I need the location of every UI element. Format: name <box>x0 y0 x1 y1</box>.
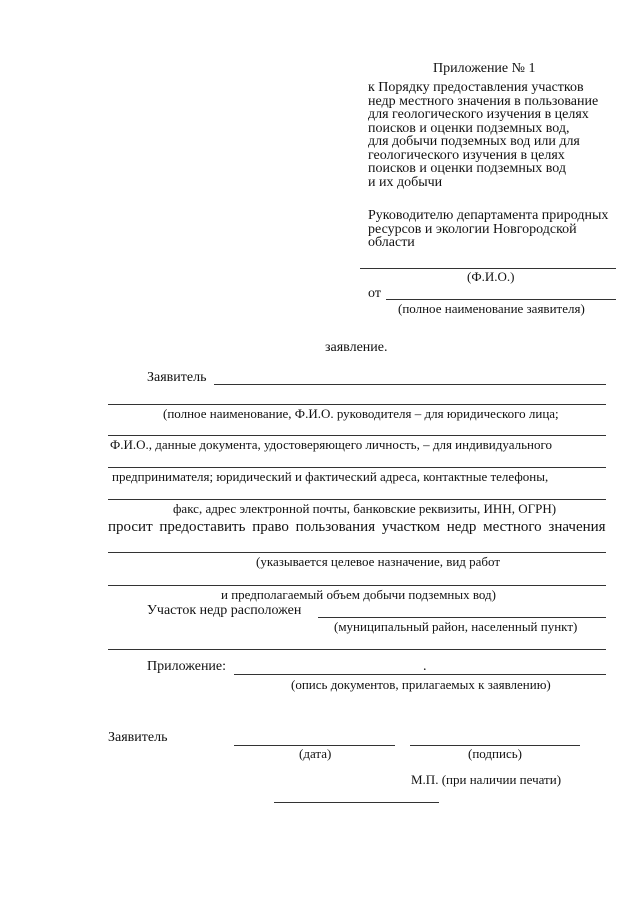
addressee-line: ресурсов и экологии Новгородской <box>368 221 577 237</box>
applicant-caption-3: предпринимателя; юридический и фактический адреса, контактные телефоны, <box>112 469 549 484</box>
bottom-line <box>274 802 439 803</box>
date-caption: (дата) <box>299 746 332 761</box>
order-line: и их добычи <box>368 174 443 190</box>
appendix-title: Приложение № 1 <box>433 61 536 76</box>
from-label: от <box>368 286 381 301</box>
order-line: к Порядку предоставления участков <box>368 80 584 95</box>
request-line-2[interactable] <box>108 585 606 586</box>
applicant-line-3[interactable] <box>108 435 606 436</box>
order-line: для добычи подземных вод или для <box>368 134 580 149</box>
request-caption-2: и предполагаемый объем добычи подземных вод) <box>221 587 496 602</box>
applicant-line-5[interactable] <box>108 499 606 500</box>
attachment-dot: . <box>423 659 427 674</box>
from-caption: (полное наименование заявителя) <box>398 301 585 316</box>
addressee-block <box>368 209 608 250</box>
applicant-line-2[interactable] <box>108 404 606 405</box>
order-line: для геологического изучения в целях <box>368 107 589 122</box>
location-line[interactable] <box>318 617 606 618</box>
request-text: просит предоставить право пользования участком недр местного значения <box>108 519 606 535</box>
order-line: поисков и оценки подземных вод <box>368 161 567 176</box>
stamp-note: М.П. (при наличии печати) <box>411 772 562 787</box>
addressee-line: Руководителю департамента природных <box>368 208 609 223</box>
applicant-caption-4: факс, адрес электронной почты, банковские реквизиты, ИНН, ОГРН) <box>173 501 557 516</box>
from-line[interactable] <box>386 299 616 300</box>
order-line: недр местного значения в пользование <box>368 93 599 109</box>
applicant-label: Заявитель <box>147 370 207 385</box>
applicant-line[interactable] <box>214 384 606 385</box>
fio-caption: (Ф.И.О.) <box>467 269 515 284</box>
order-line: поисков и оценки подземных вод, <box>368 120 570 136</box>
request-line-1[interactable] <box>108 552 606 553</box>
order-line: геологического изучения в целях <box>368 147 565 163</box>
attachment-line[interactable] <box>234 674 606 675</box>
applicant-caption-1: (полное наименование, Ф.И.О. руководителя – для юридического лица; <box>163 406 559 421</box>
addressee-line: области <box>368 235 415 250</box>
attachment-caption: (опись документов, прилагаемых к заявлению) <box>291 677 551 692</box>
location-caption: (муниципальный район, населенный пункт) <box>334 619 578 634</box>
attachment-label: Приложение: <box>147 659 227 674</box>
appendix-order-text <box>368 81 598 189</box>
request-caption-1: (указывается целевое назначение, вид работ <box>256 554 501 569</box>
applicant-line-4[interactable] <box>108 467 606 468</box>
location-line-2[interactable] <box>108 649 606 650</box>
location-label: Участок недр расположен <box>147 603 302 618</box>
sign-caption: (подпись) <box>468 746 522 761</box>
signature-label: Заявитель <box>108 730 168 745</box>
applicant-caption-2: Ф.И.О., данные документа, удостоверяющего личность, – для индивидуального <box>110 437 552 452</box>
document-title: заявление. <box>325 340 388 355</box>
